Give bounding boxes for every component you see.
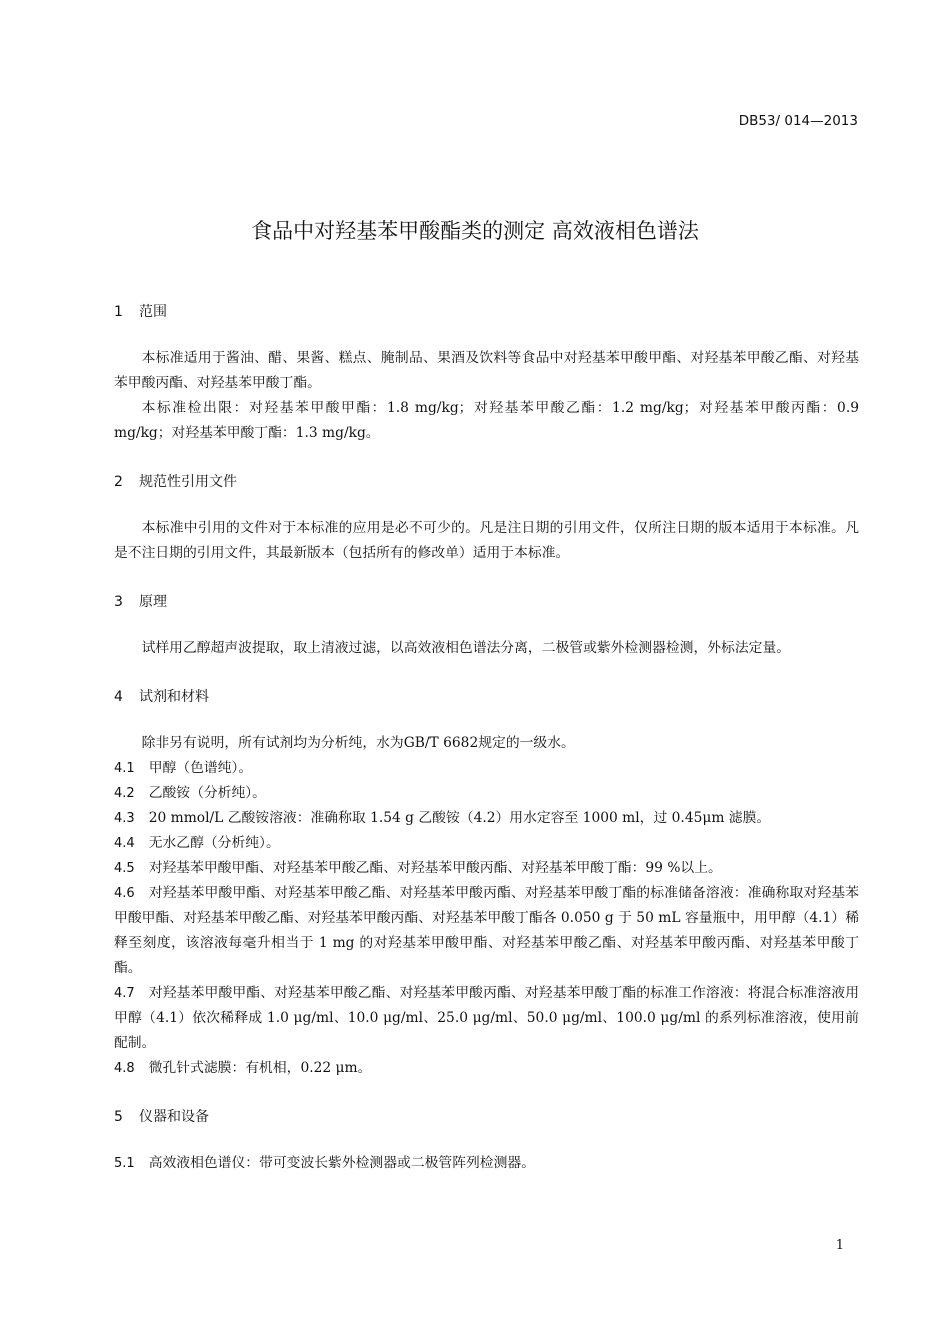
- item-number: 4.4: [114, 836, 135, 851]
- section-heading-scope: [114, 300, 859, 324]
- paragraph: 本标准中引用的文件对于本标准的应用是必不可少的。凡是注日期的引用文件，仅所注日期的版本适用于本标准。凡是不注日期的引用文件，其最新版本（包括所有的修改单）适用于本标准。: [114, 520, 859, 561]
- item-text: 对羟基苯甲酸甲酯、对羟基苯甲酸乙酯、对羟基苯甲酸丙酯、对羟基苯甲酸丁酯：99 %以上。: [148, 860, 722, 876]
- section-heading-principle: [114, 590, 859, 614]
- item-text: 甲醇（色谱纯）。: [148, 760, 253, 776]
- section-title: 范围: [139, 304, 167, 320]
- item-number: 4.7: [114, 986, 135, 1001]
- list-item: [114, 1151, 859, 1176]
- standard-code: DB53/ 014—2013: [738, 113, 858, 129]
- paragraph: 除非另有说明，所有试剂均为分析纯，水为GB/T 6682规定的一级水。: [141, 735, 575, 751]
- paragraph: 试样用乙醇超声波提取，取上清液过滤，以高效液相色谱法分离，二极管或紫外检测器检测，外标法定量。: [141, 640, 791, 656]
- list-item: [114, 781, 859, 806]
- item-number: 4.1: [114, 761, 135, 776]
- section-title: 试剂和材料: [139, 689, 209, 705]
- page-number: 1: [835, 1238, 844, 1253]
- document-title: 食品中对羟基苯甲酸酯类的测定 高效液相色谱法: [251, 219, 699, 243]
- item-text: 乙酸铵（分析纯）。: [148, 785, 266, 801]
- section-title: 规范性引用文件: [139, 474, 237, 490]
- item-number: 4.8: [114, 1061, 135, 1076]
- list-item: [114, 1056, 859, 1081]
- section-title: 原理: [139, 594, 167, 610]
- list-item: [114, 831, 859, 856]
- item-number: 4.5: [114, 861, 135, 876]
- item-number: 4.2: [114, 786, 135, 801]
- list-item: [114, 856, 859, 881]
- item-number: 4.3: [114, 811, 135, 826]
- section-number: 2: [114, 474, 123, 490]
- paragraph: 本标准适用于酱油、醋、果酱、糕点、腌制品、果酒及饮料等食品中对羟基苯甲酸甲酯、对羟基苯甲酸乙酯、对羟基苯甲酸丙酯、对羟基苯甲酸丁酯。: [114, 350, 859, 391]
- section-number: 3: [114, 594, 123, 610]
- list-item: [114, 756, 859, 781]
- section-heading-reagents: [114, 685, 859, 709]
- document-body: [114, 300, 859, 1176]
- list-item: [114, 981, 859, 1056]
- item-text: 高效液相色谱仪：带可变波长紫外检测器或二极管阵列检测器。: [148, 1155, 535, 1171]
- paragraph: 本标准检出限：对羟基苯甲酸甲酯：1.8 mg/kg；对羟基苯甲酸乙酯：1.2 mg/kg；对羟基苯甲酸丙酯：0.9 mg/kg；对羟基苯甲酸丁酯：1.3 mg/kg。: [114, 400, 859, 441]
- item-number: 5.1: [114, 1156, 135, 1171]
- item-number: 4.6: [114, 886, 135, 901]
- list-item: [114, 881, 859, 981]
- item-text: 对羟基苯甲酸甲酯、对羟基苯甲酸乙酯、对羟基苯甲酸丙酯、对羟基苯甲酸丁酯的标准工作溶液：将混合标准溶液用甲醇（4.1）依次稀释成 1.0 μg/ml、10.0 μg/ml、25.0 μg/ml、50.0 μg/ml、100.0 μg/ml 的系列标准溶液，使用前配制。: [114, 985, 859, 1051]
- section-title: 仪器和设备: [139, 1109, 209, 1125]
- section-number: 1: [114, 304, 123, 320]
- item-text: 20 mmol/L 乙酸铵溶液：准确称取 1.54 g 乙酸铵（4.2）用水定容至 1000 ml，过 0.45μm 滤膜。: [148, 810, 771, 826]
- section-number: 4: [114, 689, 123, 705]
- section-heading-references: [114, 470, 859, 494]
- section-heading-apparatus: [114, 1105, 859, 1129]
- section-number: 5: [114, 1109, 123, 1125]
- item-text: 微孔针式滤膜：有机相，0.22 μm。: [148, 1060, 372, 1076]
- item-text: 对羟基苯甲酸甲酯、对羟基苯甲酸乙酯、对羟基苯甲酸丙酯、对羟基苯甲酸丁酯的标准储备溶液：准确称取对羟基苯甲酸甲酯、对羟基苯甲酸乙酯、对羟基苯甲酸丙酯、对羟基苯甲酸丁酯各 0.050 g 于 50 mL 容量瓶中，用甲醇（4.1）稀释至刻度，该溶液每毫升相当于 1 mg 的对羟基苯甲酸甲酯、对羟基苯甲酸乙酯、对羟基苯甲酸丙酯、对羟基苯甲酸丁酯。: [114, 885, 859, 976]
- list-item: [114, 806, 859, 831]
- item-text: 无水乙醇（分析纯）。: [148, 835, 280, 851]
